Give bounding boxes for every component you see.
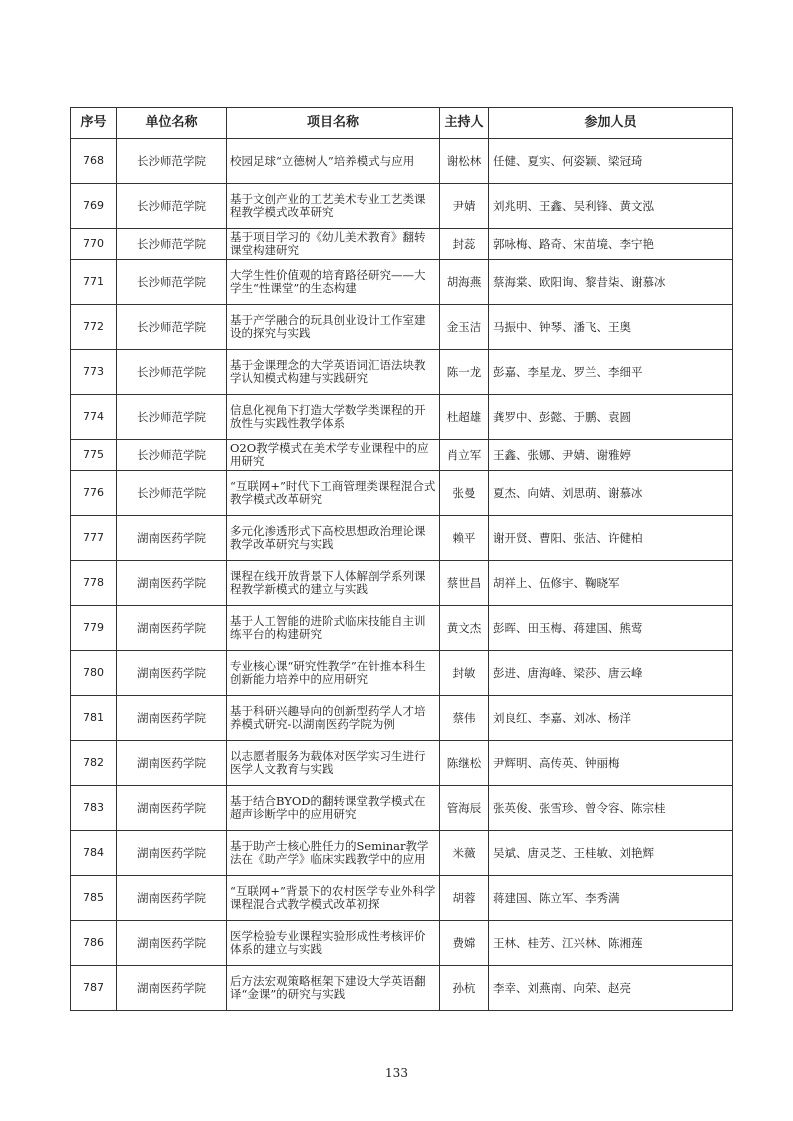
unit-cell: 长沙师范学院 xyxy=(117,229,227,260)
members-cell: 马振中、钟琴、潘飞、王奥 xyxy=(489,305,733,350)
table-row xyxy=(71,395,733,440)
table-row xyxy=(71,966,733,1011)
table-row xyxy=(71,229,733,260)
members-cell: 夏杰、向婧、刘思萌、谢慕冰 xyxy=(489,471,733,516)
serial-cell: 777 xyxy=(71,516,117,561)
members-cell: 刘良红、李嘉、刘冰、杨洋 xyxy=(489,696,733,741)
members-cell: 彭晖、田玉梅、蒋建国、熊莺 xyxy=(489,606,733,651)
serial-cell: 786 xyxy=(71,921,117,966)
project-cell: “互联网+”时代下工商管理类课程混合式教学模式改革研究 xyxy=(227,471,440,516)
project-cell: 基于人工智能的进阶式临床技能自主训练平台的构建研究 xyxy=(227,606,440,651)
table-row xyxy=(71,350,733,395)
members-cell: 彭进、唐海峰、梁莎、唐云峰 xyxy=(489,651,733,696)
host-cell: 肖立军 xyxy=(440,440,489,471)
table-row xyxy=(71,184,733,229)
unit-cell: 长沙师范学院 xyxy=(117,350,227,395)
unit-cell: 湖南医药学院 xyxy=(117,561,227,606)
project-cell: 课程在线开放背景下人体解剖学系列课程教学新模式的建立与实践 xyxy=(227,561,440,606)
unit-cell: 湖南医药学院 xyxy=(117,786,227,831)
project-cell: 大学生性价值观的培育路径研究——大学生“性课堂”的生态构建 xyxy=(227,260,440,305)
members-cell: 任健、夏实、何姿颖、梁冠琦 xyxy=(489,139,733,184)
host-cell: 孙杭 xyxy=(440,966,489,1011)
table-row xyxy=(71,305,733,350)
unit-cell: 长沙师范学院 xyxy=(117,471,227,516)
host-cell: 谢松林 xyxy=(440,139,489,184)
project-cell: 以志愿者服务为载体对医学实习生进行医学人文教育与实践 xyxy=(227,741,440,786)
members-cell: 龚罗中、彭懿、于鹏、袁圆 xyxy=(489,395,733,440)
serial-cell: 784 xyxy=(71,831,117,876)
host-cell: 蔡世昌 xyxy=(440,561,489,606)
unit-cell: 长沙师范学院 xyxy=(117,395,227,440)
table-row xyxy=(71,696,733,741)
members-cell: 刘兆明、王鑫、吴利锋、黄文泓 xyxy=(489,184,733,229)
host-cell: 杜超雄 xyxy=(440,395,489,440)
table-row xyxy=(71,651,733,696)
table-body xyxy=(71,139,733,1011)
members-cell: 胡祥上、伍修宇、鞠晓军 xyxy=(489,561,733,606)
header-serial: 序号 xyxy=(71,108,117,139)
table-row xyxy=(71,139,733,184)
table-row xyxy=(71,471,733,516)
members-cell: 张英俊、张雪珍、曾令容、陈宗桂 xyxy=(489,786,733,831)
host-cell: 尹婧 xyxy=(440,184,489,229)
host-cell: 赖平 xyxy=(440,516,489,561)
project-cell: 专业核心课“研究性教学”在针推本科生创新能力培养中的应用研究 xyxy=(227,651,440,696)
serial-cell: 773 xyxy=(71,350,117,395)
serial-cell: 779 xyxy=(71,606,117,651)
host-cell: 胡海燕 xyxy=(440,260,489,305)
table-row xyxy=(71,516,733,561)
members-cell: 蔡海棠、欧阳询、黎昔柒、谢慕冰 xyxy=(489,260,733,305)
project-cell: 基于产学融合的玩具创业设计工作室建设的探究与实践 xyxy=(227,305,440,350)
serial-cell: 787 xyxy=(71,966,117,1011)
serial-cell: 776 xyxy=(71,471,117,516)
host-cell: 金玉洁 xyxy=(440,305,489,350)
serial-cell: 775 xyxy=(71,440,117,471)
project-cell: 基于科研兴趣导向的创新型药学人才培养模式研究-以湖南医药学院为例 xyxy=(227,696,440,741)
unit-cell: 湖南医药学院 xyxy=(117,831,227,876)
host-cell: 张曼 xyxy=(440,471,489,516)
serial-cell: 769 xyxy=(71,184,117,229)
serial-cell: 770 xyxy=(71,229,117,260)
unit-cell: 长沙师范学院 xyxy=(117,440,227,471)
host-cell: 黄文杰 xyxy=(440,606,489,651)
project-cell: 基于项目学习的《幼儿美术教育》翻转课堂构建研究 xyxy=(227,229,440,260)
host-cell: 陈一龙 xyxy=(440,350,489,395)
members-cell: 彭嘉、李星龙、罗兰、李细平 xyxy=(489,350,733,395)
host-cell: 费嫦 xyxy=(440,921,489,966)
host-cell: 封敏 xyxy=(440,651,489,696)
members-cell: 李幸、刘燕南、向荣、赵亮 xyxy=(489,966,733,1011)
project-cell: O2O教学模式在美术学专业课程中的应用研究 xyxy=(227,440,440,471)
header-host: 主持人 xyxy=(440,108,489,139)
table-row xyxy=(71,786,733,831)
project-cell: 基于文创产业的工艺美术专业工艺类课程教学模式改革研究 xyxy=(227,184,440,229)
unit-cell: 长沙师范学院 xyxy=(117,260,227,305)
unit-cell: 长沙师范学院 xyxy=(117,305,227,350)
serial-cell: 772 xyxy=(71,305,117,350)
host-cell: 封蕊 xyxy=(440,229,489,260)
header-project: 项目名称 xyxy=(227,108,440,139)
members-cell: 王鑫、张娜、尹婧、谢雅婷 xyxy=(489,440,733,471)
project-cell: 后方法宏观策略框架下建设大学英语翻译“金课”的研究与实践 xyxy=(227,966,440,1011)
project-cell: 基于结合BYOD的翻转课堂教学模式在超声诊断学中的应用研究 xyxy=(227,786,440,831)
table-row xyxy=(71,260,733,305)
serial-cell: 768 xyxy=(71,139,117,184)
host-cell: 胡蓉 xyxy=(440,876,489,921)
unit-cell: 湖南医药学院 xyxy=(117,696,227,741)
unit-cell: 湖南医药学院 xyxy=(117,921,227,966)
members-cell: 蒋建国、陈立军、李秀满 xyxy=(489,876,733,921)
members-cell: 尹辉明、高传英、钟丽梅 xyxy=(489,741,733,786)
serial-cell: 781 xyxy=(71,696,117,741)
project-cell: 基于金课理念的大学英语词汇语法块教学认知模式构建与实践研究 xyxy=(227,350,440,395)
table-row xyxy=(71,876,733,921)
header-members: 参加人员 xyxy=(489,108,733,139)
members-cell: 王林、桂芳、江兴林、陈湘莲 xyxy=(489,921,733,966)
project-cell: 基于助产士核心胜任力的Seminar教学法在《助产学》临床实践教学中的应用 xyxy=(227,831,440,876)
unit-cell: 湖南医药学院 xyxy=(117,516,227,561)
table-row xyxy=(71,921,733,966)
project-table xyxy=(70,107,733,1011)
table-row xyxy=(71,561,733,606)
host-cell: 管海辰 xyxy=(440,786,489,831)
host-cell: 米薇 xyxy=(440,831,489,876)
project-cell: 医学检验专业课程实验形成性考核评价体系的建立与实践 xyxy=(227,921,440,966)
members-cell: 郭咏梅、路奇、宋苗境、李宁艳 xyxy=(489,229,733,260)
unit-cell: 长沙师范学院 xyxy=(117,139,227,184)
serial-cell: 782 xyxy=(71,741,117,786)
table-row xyxy=(71,831,733,876)
members-cell: 谢开贤、曹阳、张洁、许健柏 xyxy=(489,516,733,561)
project-cell: 信息化视角下打造大学数学类课程的开放性与实践性教学体系 xyxy=(227,395,440,440)
unit-cell: 湖南医药学院 xyxy=(117,966,227,1011)
page-number: 133 xyxy=(385,1066,408,1080)
serial-cell: 785 xyxy=(71,876,117,921)
serial-cell: 780 xyxy=(71,651,117,696)
serial-cell: 771 xyxy=(71,260,117,305)
unit-cell: 湖南医药学院 xyxy=(117,741,227,786)
members-cell: 吴斌、唐灵芝、王桂敏、刘艳辉 xyxy=(489,831,733,876)
table-row xyxy=(71,741,733,786)
project-cell: 多元化渗透形式下高校思想政治理论课教学改革研究与实践 xyxy=(227,516,440,561)
project-cell: “互联网+”背景下的农村医学专业外科学课程混合式教学模式改革初探 xyxy=(227,876,440,921)
table-row xyxy=(71,440,733,471)
table-row xyxy=(71,606,733,651)
host-cell: 陈继松 xyxy=(440,741,489,786)
project-cell: 校园足球“立德树人”培养模式与应用 xyxy=(227,139,440,184)
header-unit: 单位名称 xyxy=(117,108,227,139)
serial-cell: 774 xyxy=(71,395,117,440)
serial-cell: 783 xyxy=(71,786,117,831)
unit-cell: 湖南医药学院 xyxy=(117,606,227,651)
unit-cell: 长沙师范学院 xyxy=(117,184,227,229)
host-cell: 蔡伟 xyxy=(440,696,489,741)
serial-cell: 778 xyxy=(71,561,117,606)
unit-cell: 湖南医药学院 xyxy=(117,651,227,696)
unit-cell: 湖南医药学院 xyxy=(117,876,227,921)
table-header-row xyxy=(71,108,733,139)
